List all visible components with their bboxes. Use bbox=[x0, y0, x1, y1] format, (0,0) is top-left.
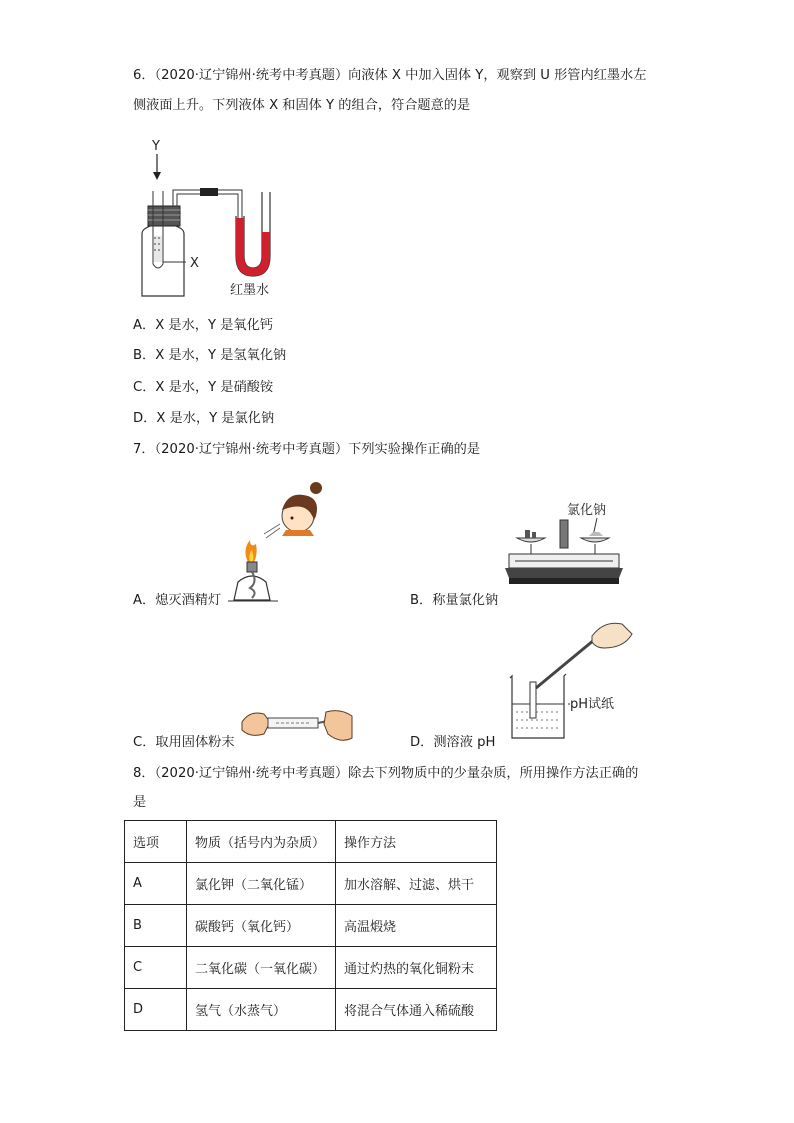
q7-figure-balance bbox=[505, 498, 625, 590]
table-row bbox=[125, 989, 497, 1031]
q7-figure-ph bbox=[508, 620, 638, 742]
table-cell: 高温煅烧 bbox=[336, 905, 497, 947]
q7-figure-powder bbox=[240, 704, 354, 748]
q6-label-y: Y bbox=[152, 139, 160, 154]
table-cell: 通过灼热的氧化铜粉末 bbox=[336, 947, 497, 989]
q6-label-red-ink: 红墨水 bbox=[230, 283, 270, 298]
table-cell: C bbox=[125, 947, 187, 989]
q7-label-ph-paper: pH试纸 bbox=[570, 697, 615, 712]
q8-stem-line2: 是 bbox=[133, 795, 147, 810]
table-cell: 二氧化碳（一氧化碳） bbox=[187, 947, 336, 989]
q6-option-b[interactable]: B．X 是水，Y 是氢氧化钠 bbox=[133, 348, 287, 363]
table-header-row bbox=[125, 821, 497, 863]
table-header-method: 操作方法 bbox=[336, 821, 497, 863]
q7-stem-line1: 7．（2020·辽宁锦州·统考中考真题）下列实验操作正确的是 bbox=[133, 442, 481, 457]
q6-stem-line1: 6．（2020·辽宁锦州·统考中考真题）向液体 X 中加入固体 Y，观察到 U 形管内红墨水左 bbox=[133, 68, 647, 83]
table-row bbox=[125, 863, 497, 905]
q7-option-a[interactable]: A．熄灭酒精灯 bbox=[133, 593, 222, 608]
q6-option-a[interactable]: A．X 是水，Y 是氧化钙 bbox=[133, 318, 273, 333]
table-cell: A bbox=[125, 863, 187, 905]
q8-table bbox=[124, 820, 497, 1031]
q6-option-c[interactable]: C．X 是水，Y 是硝酸铵 bbox=[133, 380, 274, 395]
q6-apparatus-figure bbox=[130, 136, 290, 304]
table-cell: 碳酸钙（氧化钙） bbox=[187, 905, 336, 947]
table-header-substance: 物质（括号内为杂质） bbox=[187, 821, 336, 863]
table-cell: 将混合气体通入稀硫酸 bbox=[336, 989, 497, 1031]
q6-stem-line2: 侧液面上升。下列液体 X 和固体 Y 的组合，符合题意的是 bbox=[133, 98, 471, 113]
table-cell: 氯化钾（二氧化锰） bbox=[187, 863, 336, 905]
table-cell: B bbox=[125, 905, 187, 947]
q8-stem-line1: 8．（2020·辽宁锦州·统考中考真题）除去下列物质中的少量杂质，所用操作方法正确的 bbox=[133, 766, 639, 781]
q7-option-c[interactable]: C．取用固体粉末 bbox=[133, 735, 235, 750]
q6-option-d[interactable]: D．X 是水，Y 是氯化钠 bbox=[133, 411, 275, 426]
table-cell: 氢气（水蒸气） bbox=[187, 989, 336, 1031]
q7-figure-alcohol-lamp bbox=[228, 470, 338, 606]
q7-label-nacl: 氯化钠 bbox=[567, 503, 607, 518]
q7-option-d[interactable]: D．测溶液 pH bbox=[410, 735, 496, 750]
table-row bbox=[125, 905, 497, 947]
table-row bbox=[125, 947, 497, 989]
table-cell: 加水溶解、过滤、烘干 bbox=[336, 863, 497, 905]
table-header-option: 选项 bbox=[125, 821, 187, 863]
table-cell: D bbox=[125, 989, 187, 1031]
q7-option-b[interactable]: B．称量氯化钠 bbox=[410, 593, 499, 608]
q6-label-x: X bbox=[190, 256, 199, 271]
